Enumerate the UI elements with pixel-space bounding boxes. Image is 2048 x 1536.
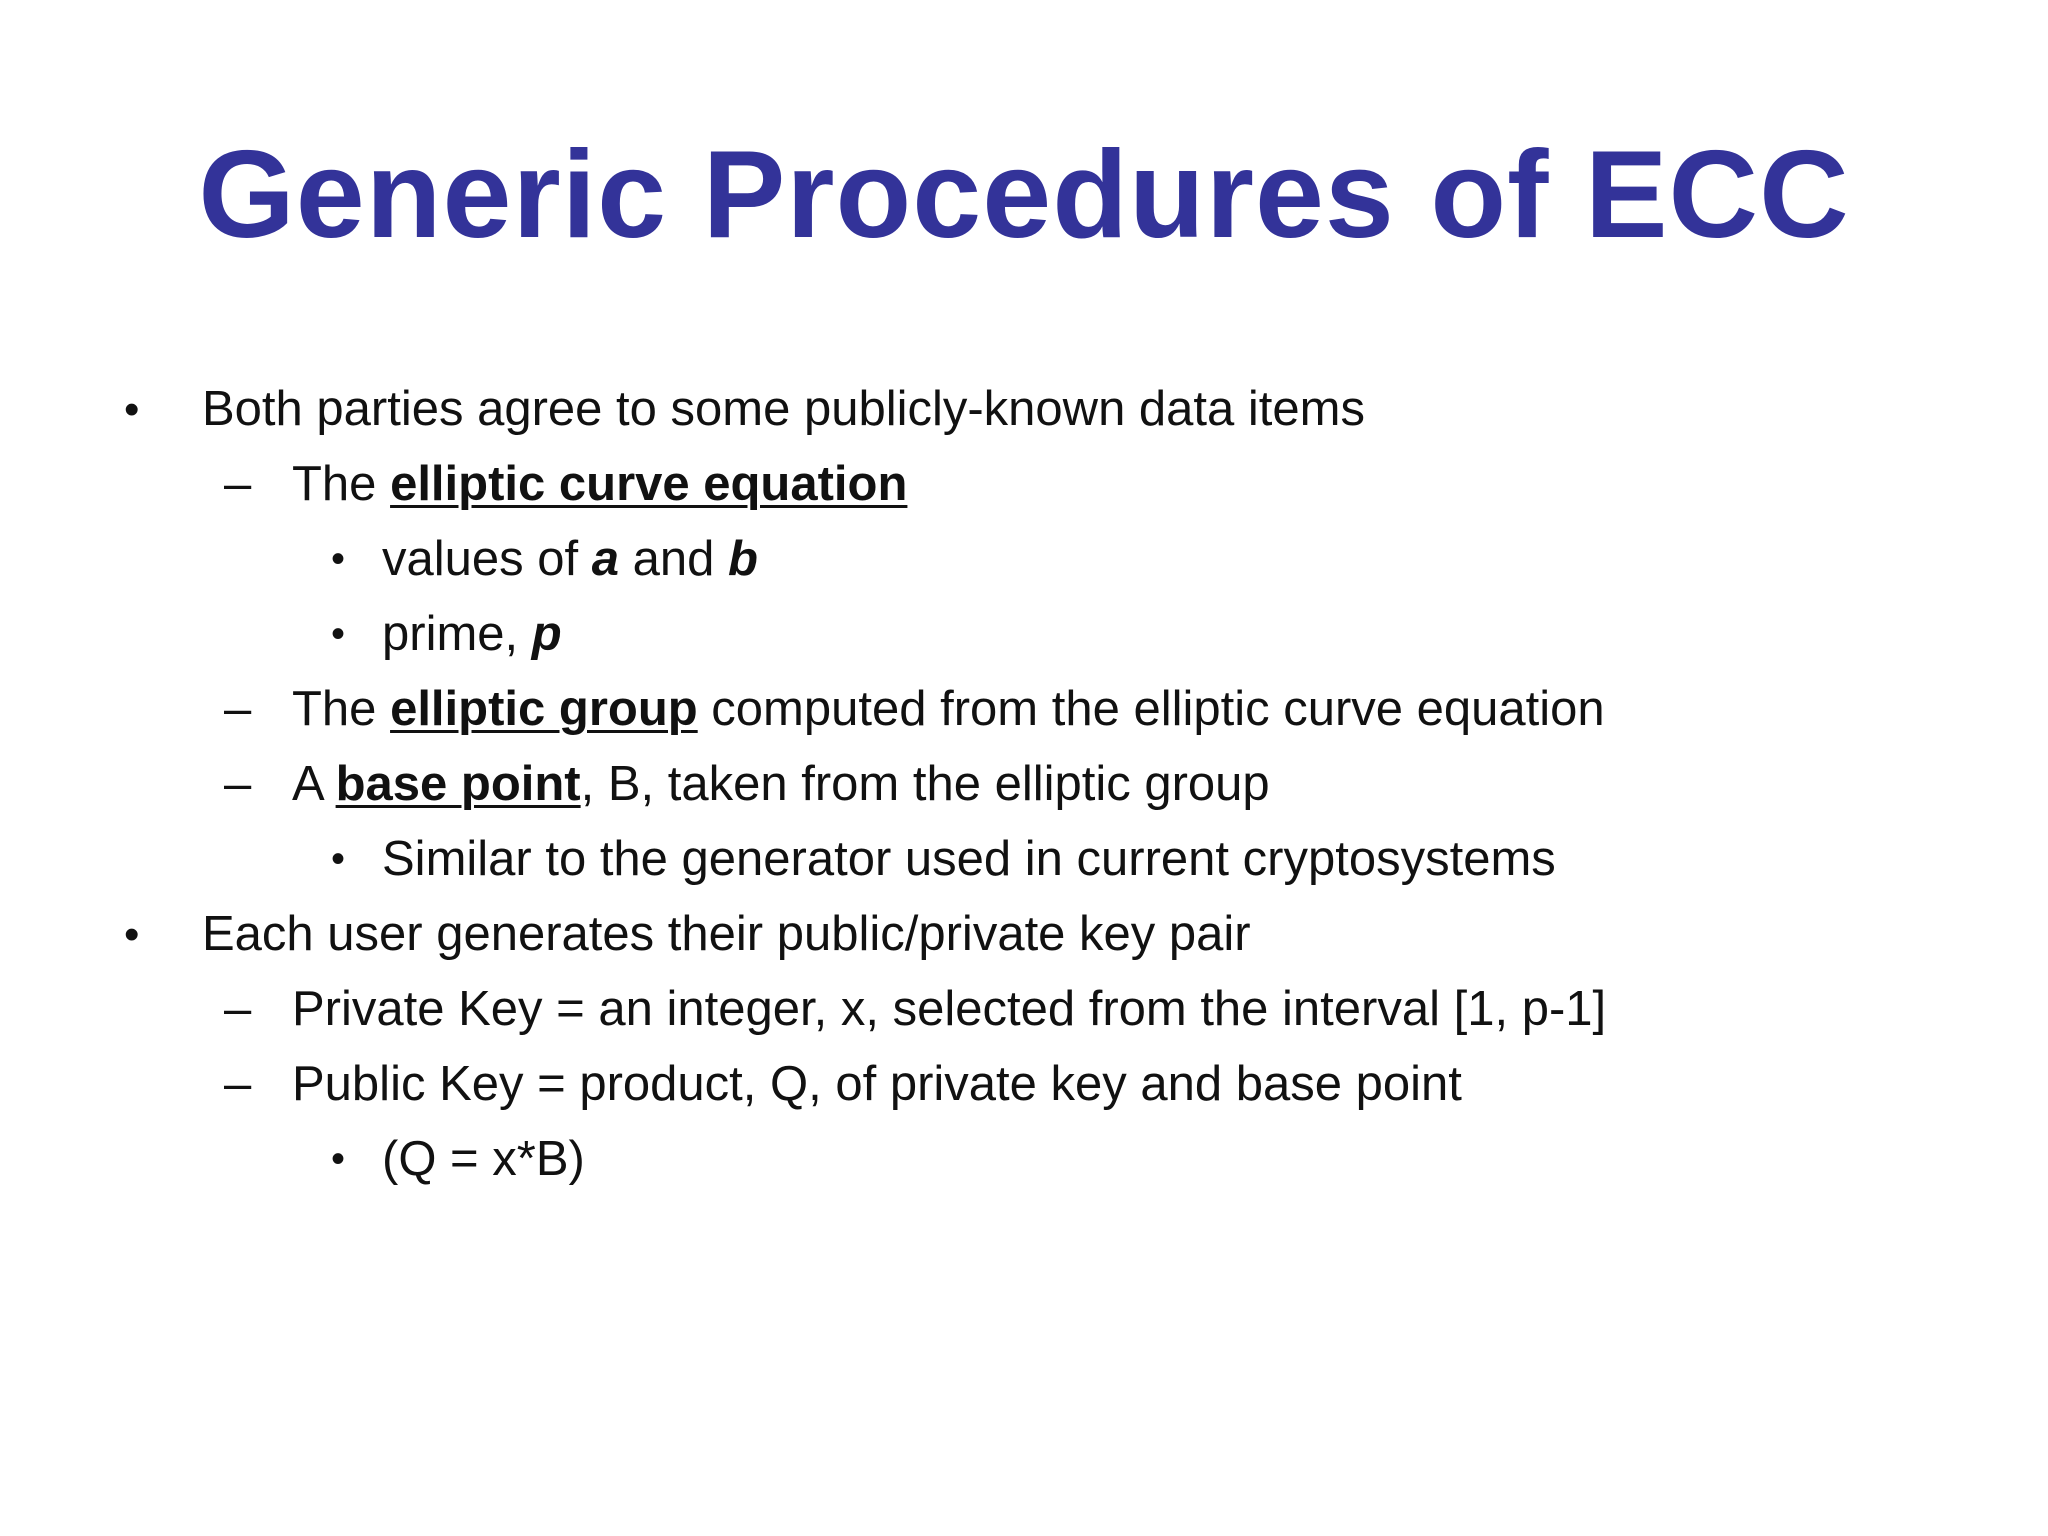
sub-sub-item-text <box>382 522 758 597</box>
dash-marker: – <box>224 982 252 1036</box>
sub-item-text: Public Key = product, Q, of private key and base point <box>292 1057 1462 1111</box>
bullet-marker: • <box>124 385 140 434</box>
sub-item <box>0 672 2048 747</box>
text-segment: and <box>619 532 728 586</box>
dash-marker: – <box>224 457 252 511</box>
emphasized-term: elliptic curve equation <box>390 457 908 511</box>
text-segment: values of <box>382 532 592 586</box>
sub-sub-item-text: (Q = x*B) <box>382 1132 585 1186</box>
bullet-list <box>0 372 2048 1197</box>
emphasized-term: elliptic group <box>390 682 698 736</box>
bullet-marker: • <box>124 910 140 959</box>
sub-item-text <box>292 747 1270 822</box>
sub-item-text: Private Key = an integer, x, selected from the interval [1, p-1] <box>292 982 1607 1036</box>
variable: b <box>727 532 758 586</box>
sub-item-text <box>292 672 1605 747</box>
text-segment: , B, taken from the elliptic group <box>580 757 1270 811</box>
text-segment: The <box>292 457 391 511</box>
variable: a <box>591 532 619 586</box>
dash-marker: – <box>224 1057 252 1111</box>
variable: p <box>531 607 562 661</box>
sub-item <box>0 447 2048 522</box>
dash-marker: – <box>224 757 252 811</box>
bullet-item <box>0 897 2048 972</box>
slide-title: Generic Procedures of ECC <box>198 126 1850 264</box>
sub-sub-item <box>0 522 2048 597</box>
bullet-marker: • <box>331 837 346 881</box>
sub-item <box>0 747 2048 822</box>
text-segment: computed from the elliptic curve equation <box>697 682 1605 736</box>
bullet-item <box>0 372 2048 447</box>
sub-sub-item <box>0 822 2048 897</box>
sub-sub-item-text <box>382 597 562 672</box>
sub-item-text <box>292 447 907 522</box>
dash-marker: – <box>224 682 252 736</box>
text-segment: prime, <box>382 607 532 661</box>
bullet-text: Both parties agree to some publicly-known data items <box>202 382 1365 436</box>
sub-sub-item-text: Similar to the generator used in current cryptosystems <box>382 832 1556 886</box>
sub-item <box>0 972 2048 1047</box>
sub-item <box>0 1047 2048 1122</box>
bullet-marker: • <box>331 537 346 581</box>
sub-sub-item <box>0 1122 2048 1197</box>
bullet-text: Each user generates their public/private key pair <box>202 907 1251 961</box>
emphasized-term: base point <box>335 757 581 811</box>
bullet-marker: • <box>331 612 346 656</box>
bullet-marker: • <box>331 1137 346 1181</box>
text-segment: A <box>292 757 336 811</box>
text-segment: The <box>292 682 391 736</box>
sub-sub-item <box>0 597 2048 672</box>
